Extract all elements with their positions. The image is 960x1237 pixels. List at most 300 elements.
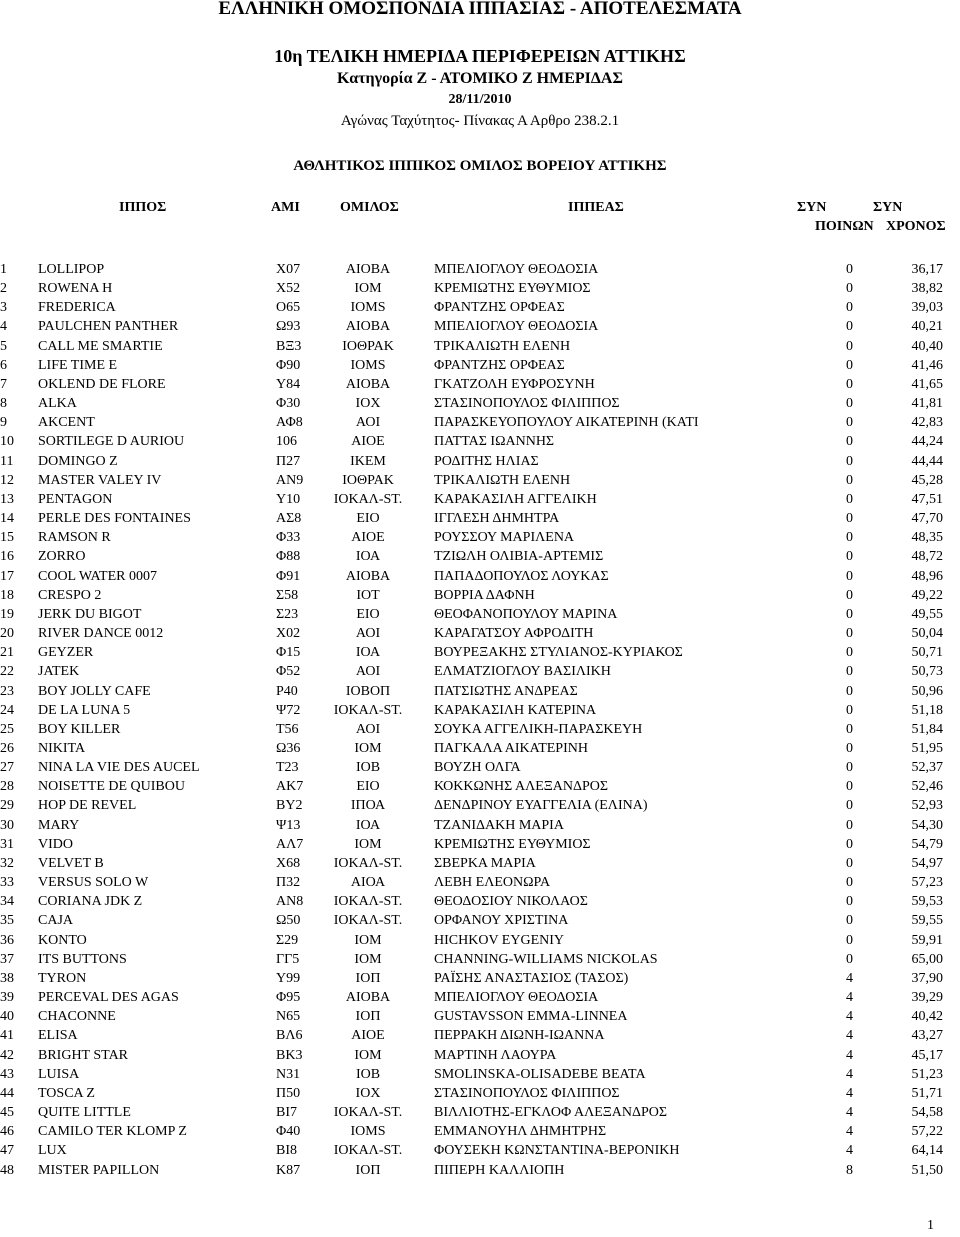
club-code: ΕΙΟ (356, 779, 380, 795)
club-code: ΑΟΙ (355, 626, 381, 642)
ami-code: ΑΝ9 (276, 472, 304, 488)
club-code: ΙΟΑ (355, 645, 381, 661)
ami-code: Σ23 (276, 606, 299, 622)
col-penalties-bottom: ΠΟΙΝΩΝ (815, 219, 874, 234)
rider-name: ΜΑΡΤΙΝΗ ΛΑΟΥΡΑ (434, 1047, 557, 1063)
rider-name: ΠΙΠΕΡΗ ΚΑΛΛΙΟΠΗ (434, 1162, 565, 1178)
rider-name: ΠΑΡΑΣΚΕΥΟΠΟΥΛΟΥ ΑΙΚΑΤΕΡΙΝΗ (ΚΑΤΙ (434, 415, 699, 431)
rider-name: ΤΡΙΚΑΛΙΩΤΗ ΕΛΕΝΗ (434, 338, 571, 354)
ami-code: ΑΛ7 (276, 836, 304, 852)
club-code: ΙΟΜS (350, 357, 386, 373)
total-time: 52,46 (911, 779, 943, 795)
total-time: 59,55 (911, 913, 943, 929)
rider-name: ΔΕΝΔΡΙΝΟΥ ΕΥΑΓΓΕΛΙΑ (ΕΛΙΝΑ) (434, 798, 648, 814)
rank-number: 30 (0, 817, 14, 833)
total-penalties: 4 (846, 1085, 853, 1101)
rank-number: 10 (0, 434, 14, 450)
total-penalties: 0 (846, 913, 853, 929)
ami-code: Π32 (276, 875, 301, 891)
table-row (0, 375, 960, 394)
total-time: 54,58 (911, 1105, 943, 1121)
rider-name: ΚΑΡΑΓΑΤΣΟΥ ΑΦΡΟΔΙΤΗ (434, 626, 594, 642)
ami-code: Υ84 (276, 376, 301, 392)
table-row (0, 854, 960, 873)
table-row (0, 1026, 960, 1045)
table-row (0, 950, 960, 969)
rider-name: ΚΑΡΑΚΑΣΙΛΗ ΑΓΓΕΛΙΚΗ (434, 491, 597, 507)
rank-number: 43 (0, 1066, 14, 1082)
table-row (0, 911, 960, 930)
club-code: ΙΟΠ (355, 970, 381, 986)
total-time: 51,50 (911, 1162, 943, 1178)
club-code: ΙΟΜ (354, 836, 382, 852)
table-row (0, 547, 960, 566)
total-time: 37,90 (911, 970, 943, 986)
club-code: ΑΙΟΒΑ (345, 568, 391, 584)
total-penalties: 0 (846, 549, 853, 565)
rank-number: 2 (0, 281, 7, 297)
rider-name: HICHKOV EYGENIY (434, 932, 565, 948)
rider-name: ΕΛΜΑΤΖΙΟΓΛΟΥ ΒΑΣΙΛΙΚΗ (434, 664, 611, 680)
horse-name: MARY (38, 817, 80, 833)
horse-name: JATEK (38, 664, 80, 680)
table-row (0, 682, 960, 701)
table-row (0, 509, 960, 528)
total-time: 50,73 (911, 664, 943, 680)
ami-code: ΑΚ7 (276, 779, 304, 795)
rider-name: ΠΕΡΡΑΚΗ ΔΙΩΝΗ-ΙΩΑΝΝΑ (434, 1028, 605, 1044)
rank-number: 45 (0, 1105, 14, 1121)
rank-number: 12 (0, 472, 14, 488)
ami-code: Φ91 (276, 568, 301, 584)
club-code: ΑΙΟΕ (351, 530, 385, 546)
total-time: 51,18 (911, 702, 943, 718)
total-penalties: 0 (846, 741, 853, 756)
total-penalties: 0 (846, 376, 853, 392)
total-penalties: 4 (846, 1066, 853, 1082)
total-time: 40,40 (911, 338, 943, 354)
table-row (0, 1046, 960, 1065)
ami-code: Ν31 (276, 1066, 301, 1082)
rank-number: 21 (0, 645, 14, 661)
table-row (0, 1065, 960, 1084)
rank-number: 34 (0, 894, 14, 910)
club-code: ΙΟΠ (355, 1162, 381, 1178)
horse-name: NINA LA VIE DES AUCEL (38, 760, 200, 776)
rank-number: 36 (0, 932, 14, 948)
ami-code: Ω36 (276, 741, 301, 756)
rider-name: ΣΤΑΣΙΝΟΠΟΥΛΟΣ ΦΙΛΙΠΠΟΣ (434, 396, 620, 412)
rider-name: ΡΟΔΙΤΗΣ ΗΛΙΑΣ (434, 453, 539, 469)
rider-name: ΜΠΕΛΙΟΓΛΟΥ ΘΕΟΔΟΣΙΑ (434, 319, 599, 335)
total-time: 48,35 (911, 530, 943, 546)
total-time: 40,42 (911, 1009, 943, 1025)
rank-number: 38 (0, 970, 14, 986)
total-time: 44,24 (911, 434, 943, 450)
club-code: ΙΟΚΑΛ-ST. (333, 702, 403, 718)
club-code: ΙΟΜ (354, 281, 382, 297)
rank-number: 5 (0, 338, 7, 354)
total-penalties: 0 (846, 530, 853, 546)
total-time: 41,81 (911, 396, 943, 412)
ami-code: ΒΞ3 (276, 338, 302, 354)
total-time: 43,27 (911, 1028, 943, 1044)
rider-name: ΠΑΤΣΙΩΤΗΣ ΑΝΔΡΕΑΣ (434, 683, 578, 699)
rank-number: 46 (0, 1124, 14, 1140)
table-row (0, 988, 960, 1007)
horse-name: BRIGHT STAR (38, 1047, 129, 1063)
rider-name: ΤΖΙΩΛΗ ΟΛΙΒΙΑ-ΑΡΤΕΜΙΣ (434, 549, 604, 565)
club-code: ΙΟΘΡΑΚ (342, 472, 394, 488)
total-penalties: 4 (846, 990, 853, 1006)
total-time: 52,37 (911, 760, 943, 776)
ami-code: Υ10 (276, 491, 301, 507)
organizer-title: ΑΘΛΗΤΙΚΟΣ ΙΠΠΙΚΟΣ ΟΜΙΛΟΣ ΒΟΡΕΙΟΥ ΑΤΤΙΚΗΣ (293, 158, 667, 174)
ami-code: Φ90 (276, 357, 301, 373)
total-time: 38,82 (911, 281, 943, 297)
rank-number: 20 (0, 626, 14, 642)
club-code: ΙΟΒ (355, 760, 381, 776)
club-code: ΕΙΟ (356, 606, 380, 622)
page-number: 1 (927, 1218, 934, 1233)
total-penalties: 4 (846, 970, 853, 986)
rank-number: 25 (0, 721, 14, 737)
table-row (0, 1141, 960, 1160)
rank-number: 14 (0, 511, 14, 527)
horse-name: CAJA (38, 913, 74, 929)
rank-number: 37 (0, 951, 14, 967)
total-time: 51,84 (911, 721, 943, 737)
total-penalties: 0 (846, 453, 853, 469)
total-penalties: 0 (846, 281, 853, 297)
table-row (0, 260, 960, 279)
total-penalties: 0 (846, 760, 853, 776)
total-time: 47,70 (911, 511, 943, 527)
club-code: ΙΟΧ (355, 1085, 381, 1101)
club-code: ΙΟΧ (355, 396, 381, 412)
horse-name: TOSCA Z (38, 1085, 95, 1101)
total-penalties: 0 (846, 951, 853, 967)
horse-name: FREDERICA (38, 300, 116, 316)
ami-code: Χ02 (276, 626, 301, 642)
club-code: ΕΙΟ (356, 511, 380, 527)
total-penalties: 8 (846, 1162, 853, 1178)
rank-number: 39 (0, 990, 14, 1006)
rider-name: ΚΟΚΚΩΝΗΣ ΑΛΕΞΑΝΔΡΟΣ (434, 779, 609, 795)
horse-name: ROWENA H (38, 281, 113, 297)
horse-name: DOMINGO Z (38, 453, 118, 469)
competition-title: Αγώνας Ταχύτητος- Πίνακας Α Αρθρο 238.2.1 (340, 113, 620, 129)
rider-name: ΒΙΛΛΙΟΤΗΣ-ΕΓΚΛΟΦ ΑΛΕΞΑΝΔΡΟΣ (434, 1105, 668, 1121)
table-row (0, 892, 960, 911)
rider-name: ΣΒΕΡΚΑ ΜΑΡΙΑ (434, 855, 536, 871)
ami-code: Υ99 (276, 970, 301, 986)
ami-code: Ω50 (276, 913, 301, 929)
ami-code: ΓΓ5 (276, 951, 300, 967)
table-row (0, 586, 960, 605)
rider-name: ΟΡΦΑΝΟΥ ΧΡΙΣΤΙΝΑ (434, 913, 569, 929)
club-code: ΙΟΚΑΛ-ST. (333, 1105, 403, 1121)
club-code: ΙΟΠ (355, 1009, 381, 1025)
total-time: 39,03 (911, 300, 943, 316)
rank-number: 7 (0, 376, 7, 392)
horse-name: GEYZER (38, 645, 94, 661)
table-row (0, 394, 960, 413)
club-code: ΑΙΟΕ (351, 1028, 385, 1044)
total-penalties: 0 (846, 626, 853, 642)
table-row (0, 662, 960, 681)
ami-code: 106 (276, 434, 297, 450)
rank-number: 33 (0, 875, 14, 891)
ami-code: Φ88 (276, 549, 301, 565)
ami-code: Χ07 (276, 262, 301, 277)
rider-name: ΚΑΡΑΚΑΣΙΛΗ ΚΑΤΕΡΙΝΑ (434, 702, 597, 718)
rider-name: ΣΟΥΚΑ ΑΓΓΕΛΙΚΗ-ΠΑΡΑΣΚΕΥΗ (434, 721, 643, 737)
rider-name: ΒΟΥΖΗ ΟΛΓΑ (434, 760, 521, 776)
rider-name: ΙΓΓΛΕΣΗ ΔΗΜΗΤΡΑ (434, 511, 560, 527)
total-penalties: 0 (846, 932, 853, 948)
table-row (0, 337, 960, 356)
rider-name: ΣΤΑΣΙΝΟΠΟΥΛΟΣ ΦΙΛΙΠΠΟΣ (434, 1085, 620, 1101)
ami-code: ΒΥ2 (276, 798, 303, 814)
total-penalties: 4 (846, 1105, 853, 1121)
total-time: 45,28 (911, 472, 943, 488)
total-penalties: 0 (846, 396, 853, 412)
ami-code: Φ30 (276, 396, 301, 412)
rider-name: SMOLINSKA-OLISADEBE BEATA (434, 1066, 646, 1082)
table-row (0, 567, 960, 586)
total-penalties: 4 (846, 1143, 853, 1159)
club-code: ΙΟΜ (354, 932, 382, 948)
table-row (0, 1122, 960, 1141)
rank-number: 15 (0, 530, 14, 546)
rider-name: ΚΡΕΜΙΩΤΗΣ ΕΥΘΥΜΙΟΣ (434, 836, 591, 852)
club-code: ΑΟΙ (355, 721, 381, 737)
total-time: 59,53 (911, 894, 943, 910)
rank-number: 44 (0, 1085, 14, 1101)
total-time: 48,96 (911, 568, 943, 584)
club-code: ΑΙΟΒΑ (345, 319, 391, 335)
club-code: ΙΠΟΑ (350, 798, 386, 814)
total-penalties: 4 (846, 1047, 853, 1063)
rider-name: ΦΡΑΝΤΖΗΣ ΟΡΦΕΑΣ (434, 300, 565, 316)
total-time: 47,51 (911, 491, 943, 507)
rank-number: 8 (0, 396, 7, 412)
club-code: ΙΟΚΑΛ-ST. (333, 913, 403, 929)
horse-name: LUISA (38, 1066, 80, 1082)
table-row (0, 1103, 960, 1122)
ami-code: Τ23 (276, 760, 299, 776)
rider-name: ΓΚΑΤΖΟΛΗ ΕΥΦΡΟΣΥΝΗ (434, 376, 595, 392)
rider-name: ΜΠΕΛΙΟΓΛΟΥ ΘΕΟΔΟΣΙΑ (434, 262, 599, 277)
rank-number: 13 (0, 491, 14, 507)
total-time: 54,30 (911, 817, 943, 833)
rank-number: 28 (0, 779, 14, 795)
horse-name: NOISETTE DE QUIBOU (38, 779, 185, 795)
horse-name: PERLE DES FONTAINES (38, 511, 191, 527)
horse-name: DE LA LUNA 5 (38, 702, 131, 718)
club-code: ΑΙΟΕ (351, 434, 385, 450)
total-time: 50,96 (911, 683, 943, 699)
total-penalties: 0 (846, 645, 853, 661)
rank-number: 16 (0, 549, 14, 565)
total-penalties: 0 (846, 836, 853, 852)
horse-name: VELVET B (38, 855, 104, 871)
total-time: 49,55 (911, 606, 943, 622)
rank-number: 23 (0, 683, 14, 699)
total-time: 39,29 (911, 990, 943, 1006)
rank-number: 48 (0, 1162, 14, 1178)
col-club: ΟΜΙΛΟΣ (340, 200, 399, 215)
ami-code: ΒΚ3 (276, 1047, 303, 1063)
club-code: ΙΟΜ (354, 951, 382, 967)
rider-name: CHANNING-WILLIAMS NICKOLAS (434, 951, 658, 967)
rank-number: 9 (0, 415, 7, 431)
total-time: 41,46 (911, 357, 943, 373)
club-code: ΙΚΕΜ (350, 453, 386, 469)
club-code: ΙΟΚΑΛ-ST. (333, 894, 403, 910)
ami-code: Ω93 (276, 319, 301, 335)
total-time: 59,91 (911, 932, 943, 948)
rider-name: ΜΠΕΛΙΟΓΛΟΥ ΘΕΟΔΟΣΙΑ (434, 990, 599, 1006)
table-row (0, 432, 960, 451)
total-penalties: 0 (846, 683, 853, 699)
col-ami: ΑΜΙ (271, 200, 300, 215)
event-title: 10η ΤΕΛΙΚΗ ΗΜΕΡΙΔΑ ΠΕΡΙΦΕΡΕΙΩΝ ΑΤΤΙΚΗΣ (274, 46, 686, 66)
rider-name: ΕΜΜΑΝΟΥΗΛ ΔΗΜΗΤΡΗΣ (434, 1124, 607, 1140)
ami-code: Κ87 (276, 1162, 301, 1178)
horse-name: CHACONNE (38, 1009, 116, 1025)
total-time: 54,79 (911, 836, 943, 852)
ami-code: Π27 (276, 453, 301, 469)
rider-name: ΡΑΪΣΗΣ ΑΝΑΣΤΑΣΙΟΣ (ΤΑΣΟΣ) (434, 970, 629, 986)
total-time: 57,23 (911, 875, 943, 891)
rider-name: ΡΟΥΣΣΟΥ ΜΑΡΙΛΕΝΑ (434, 530, 575, 546)
total-time: 41,65 (911, 376, 943, 392)
rank-number: 3 (0, 300, 7, 316)
table-row (0, 298, 960, 317)
club-code: ΙΟΜS (350, 1124, 386, 1140)
table-row (0, 835, 960, 854)
rank-number: 42 (0, 1047, 14, 1063)
table-row (0, 471, 960, 490)
rank-number: 11 (0, 453, 14, 469)
ami-code: Φ52 (276, 664, 301, 680)
table-row (0, 720, 960, 739)
col-horse: ΙΠΠΟΣ (119, 200, 167, 215)
total-penalties: 4 (846, 1028, 853, 1044)
rider-name: ΒΟΥΡΕΞΑΚΗΣ ΣΤΥΛΙΑΝΟΣ-ΚΥΡΙΑΚΟΣ (434, 645, 683, 661)
total-time: 45,17 (911, 1047, 943, 1063)
total-penalties: 0 (846, 415, 853, 431)
document-title: ΕΛΛΗΝΙΚΗ ΟΜΟΣΠΟΝΔΙΑ ΙΠΠΑΣΙΑΣ - ΑΠΟΤΕΛΕΣΜΑΤΑ (218, 0, 742, 19)
table-row (0, 452, 960, 471)
table-row (0, 777, 960, 796)
table-row (0, 317, 960, 336)
horse-name: BOY KILLER (38, 721, 121, 737)
total-time: 50,04 (911, 626, 943, 642)
rider-name: ΒΟΡΡΙΑ ΔΑΦΝΗ (434, 587, 535, 603)
horse-name: COOL WATER 0007 (38, 568, 157, 584)
total-penalties: 0 (846, 587, 853, 603)
ami-code: Τ56 (276, 721, 299, 737)
horse-name: ZORRO (38, 549, 86, 565)
club-code: ΙΟΑ (355, 549, 381, 565)
club-code: ΙΟΤ (356, 587, 380, 603)
horse-name: QUITE LITTLE (38, 1105, 131, 1121)
club-code: ΑΙΟΒΑ (345, 262, 391, 277)
ami-code: ΒΙ8 (276, 1143, 297, 1159)
ami-code: Ρ40 (276, 683, 298, 699)
horse-name: CALL ME SMARTIE (38, 338, 163, 354)
club-code: ΙΟΑ (355, 817, 381, 833)
total-penalties: 4 (846, 1124, 853, 1140)
total-penalties: 4 (846, 1009, 853, 1025)
horse-name: BOY JOLLY CAFE (38, 683, 151, 699)
total-penalties: 0 (846, 319, 853, 335)
total-penalties: 0 (846, 472, 853, 488)
table-row (0, 796, 960, 815)
club-code: ΙΟΚΑΛ-ST. (333, 855, 403, 871)
table-row (0, 816, 960, 835)
total-time: 51,71 (911, 1085, 943, 1101)
club-code: ΙΟΜ (354, 741, 382, 756)
rank-number: 19 (0, 606, 14, 622)
ami-code: Φ40 (276, 1124, 301, 1140)
horse-name: LUX (38, 1143, 67, 1159)
horse-name: ALKA (38, 396, 77, 412)
total-penalties: 0 (846, 894, 853, 910)
total-time: 36,17 (911, 262, 943, 277)
horse-name: HOP DE REVEL (38, 798, 137, 814)
table-row (0, 413, 960, 432)
category-title: Κατηγορία Ζ - ΑΤΟΜΙΚΟ Ζ ΗΜΕΡΙΔΑΣ (337, 70, 623, 87)
ami-code: Χ52 (276, 281, 301, 297)
horse-name: MISTER PAPILLON (38, 1162, 160, 1178)
total-penalties: 0 (846, 338, 853, 354)
col-time-top: ΣΥΝ (873, 200, 903, 215)
rank-number: 31 (0, 836, 14, 852)
ami-code: Π50 (276, 1085, 301, 1101)
rank-number: 41 (0, 1028, 14, 1044)
table-row (0, 356, 960, 375)
total-penalties: 0 (846, 702, 853, 718)
rank-number: 17 (0, 568, 14, 584)
horse-name: CORIANA JDK Z (38, 894, 143, 910)
total-time: 65,00 (911, 951, 943, 967)
total-penalties: 0 (846, 568, 853, 584)
total-penalties: 0 (846, 817, 853, 833)
rider-name: ΦΡΑΝΤΖΗΣ ΟΡΦΕΑΣ (434, 357, 565, 373)
table-row (0, 643, 960, 662)
table-row (0, 605, 960, 624)
total-penalties: 0 (846, 798, 853, 814)
table-row (0, 624, 960, 643)
rider-name: ΚΡΕΜΙΩΤΗΣ ΕΥΘΥΜΙΟΣ (434, 281, 591, 297)
total-penalties: 0 (846, 434, 853, 450)
event-date: 28/11/2010 (448, 92, 512, 107)
club-code: ΙΟΚΑΛ-ST. (333, 491, 403, 507)
total-penalties: 0 (846, 491, 853, 507)
rider-name: GUSTAVSSON EMMA-LINNEA (434, 1009, 628, 1025)
ami-code: Ψ13 (276, 817, 301, 833)
club-code: ΙΟΜ (354, 1047, 382, 1063)
rank-number: 4 (0, 319, 7, 335)
club-code: ΑΟΙ (355, 664, 381, 680)
rider-name: ΘΕΟΦΑΝΟΠΟΥΛΟΥ ΜΑΡΙΝΑ (434, 606, 618, 622)
total-penalties: 0 (846, 779, 853, 795)
table-row (0, 701, 960, 720)
